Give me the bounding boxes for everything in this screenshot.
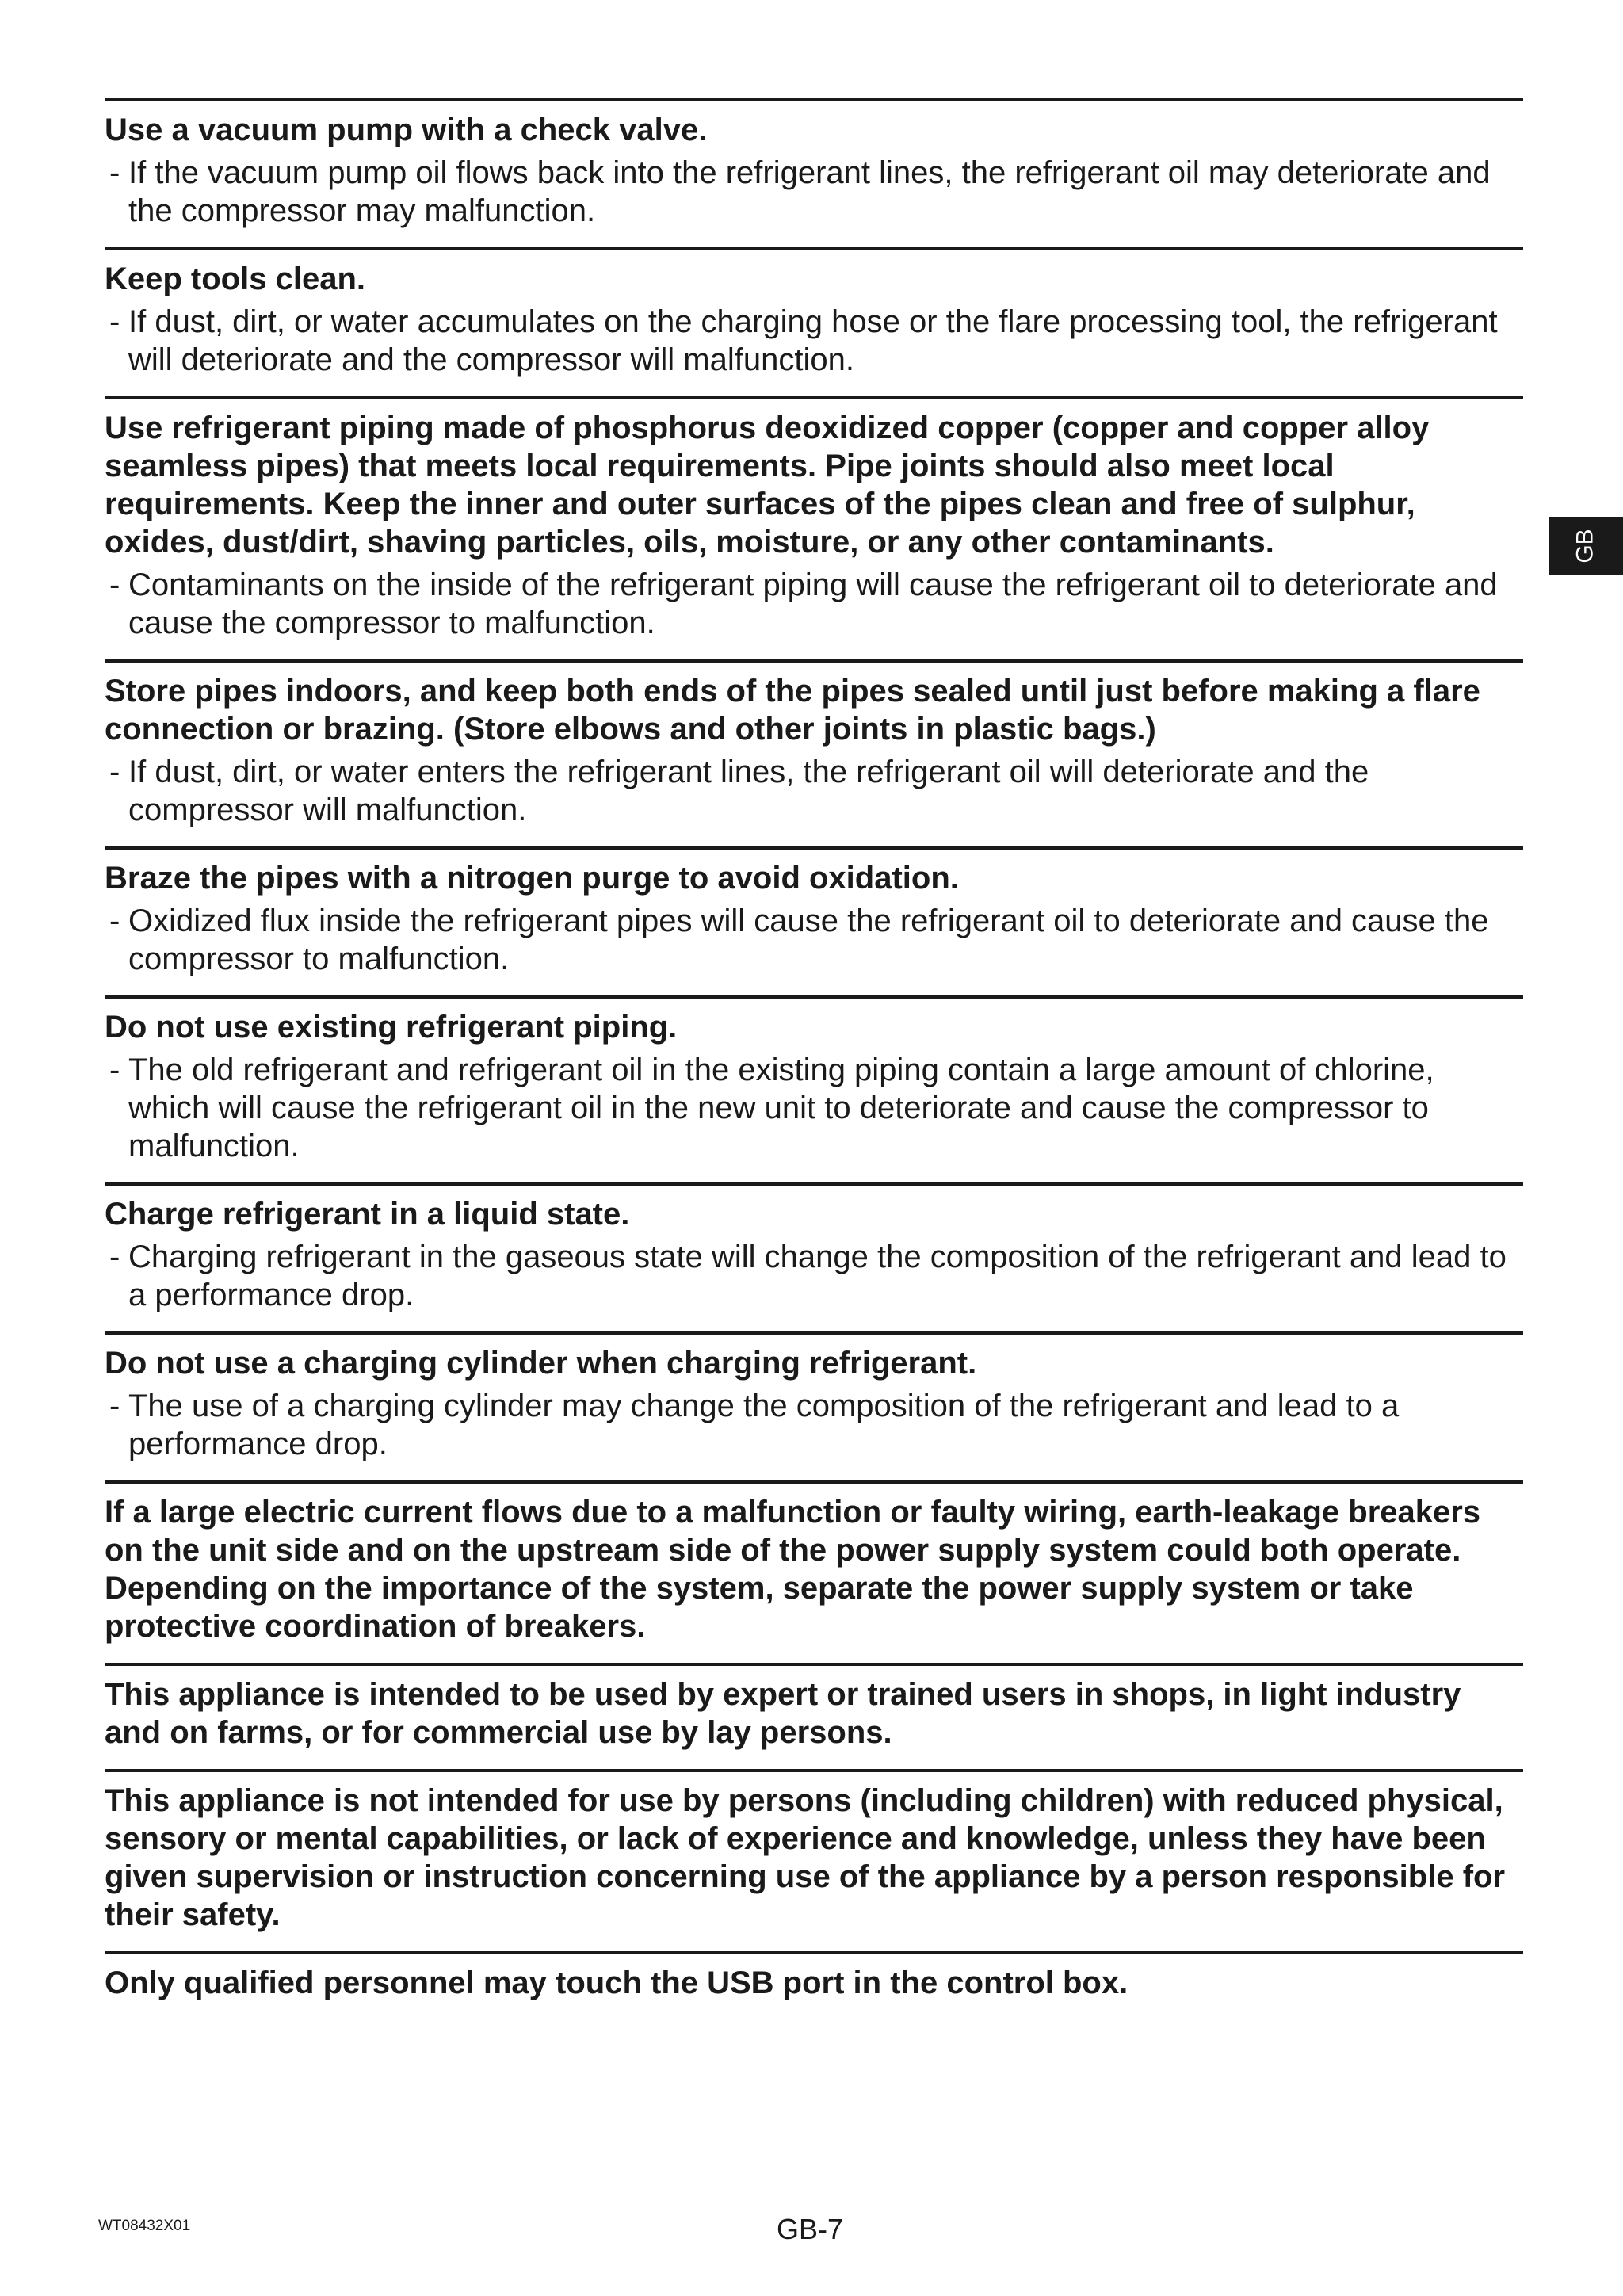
precaution-detail: - The old refrigerant and refrigerant oil in the existing piping contain a large amount of chlorine, which will cause the refrigerant oil in the new unit to deteriorate and cause the compressor to malfunction.: [109, 1052, 1434, 1163]
precaution-detail: - If dust, dirt, or water enters the refrigerant lines, the refrigerant oil will deteriorate and the compressor will malfunction.: [109, 755, 1369, 827]
precaution-detail-text: Charging refrigerant in the gaseous state will change the composition of the refrigerant and lead to a performance drop.: [128, 1240, 1507, 1312]
page-number: GB-7: [777, 2213, 844, 2245]
precaution-heading: This appliance is intended to be used by expert or trained users in shops, in light industry and on farms, or for commercial use by lay persons.: [105, 1677, 1461, 1750]
precaution-heading: This appliance is not intended for use by persons (including children) with reduced physical, sensory or mental capabilities, or lack of experience and knowledge, unless they have been given supervision or instruction concerning use of the appliance by a person responsible for their safety.: [105, 1783, 1506, 1932]
precaution-detail: - Oxidized flux inside the refrigerant pipes will cause the refrigerant oil to deteriorate and cause the compressor to malfunction.: [109, 904, 1489, 976]
precaution-heading: Keep tools clean.: [105, 262, 365, 296]
precaution-detail: - The use of a charging cylinder may change the composition of the refrigerant and lead to a performance drop.: [109, 1389, 1400, 1461]
precaution-detail: - Charging refrigerant in the gaseous state will change the composition of the refrigerant and lead to a performance drop.: [109, 1240, 1507, 1312]
precaution-detail-text: Oxidized flux inside the refrigerant pipes will cause the refrigerant oil to deteriorate and cause the compressor to malfunction.: [128, 904, 1489, 976]
precaution-detail-text: The use of a charging cylinder may change the composition of the refrigerant and lead to a performance drop.: [128, 1389, 1400, 1461]
precaution-heading: Use refrigerant piping made of phosphorus deoxidized copper (copper and copper alloy seamless pipes) that meets local requirements. Pipe joints should also meet local requirements. Keep the inner and outer surfaces of the pipes clean and free of sulphur, oxides, dust/dirt, shaving particles, oils, moisture, or any other contaminants.: [105, 411, 1430, 560]
precaution-detail: - If the vacuum pump oil flows back into the refrigerant lines, the refrigerant oil may deteriorate and the compressor may malfunction.: [109, 155, 1491, 228]
precaution-section: [105, 1331, 1523, 1480]
precaution-detail-text: If the vacuum pump oil flows back into the refrigerant lines, the refrigerant oil may deteriorate and the compressor may malfunction.: [128, 155, 1491, 228]
precaution-heading: Do not use a charging cylinder when charging refrigerant.: [105, 1346, 977, 1381]
precaution-section: [105, 396, 1523, 659]
precaution-heading: Only qualified personnel may touch the USB port in the control box.: [105, 1966, 1128, 2000]
precaution-heading: Use a vacuum pump with a check valve.: [105, 113, 708, 147]
precaution-section: [105, 846, 1523, 995]
precaution-section: [105, 995, 1523, 1182]
precaution-detail: - If dust, dirt, or water accumulates on the charging hose or the flare processing tool, the refrigerant will deteriorate and the compressor will malfunction.: [109, 304, 1498, 377]
precaution-heading: Do not use existing refrigerant piping.: [105, 1010, 678, 1045]
precaution-heading: If a large electric current flows due to a malfunction or faulty wiring, earth-leakage breakers on the unit side and on the upstream side of the power supply system could both operate. Depending on the importance of the system, separate the power supply system or take protective coordination of breakers.: [105, 1495, 1481, 1644]
precaution-section: [105, 1182, 1523, 1331]
precaution-detail-text: If dust, dirt, or water enters the refrigerant lines, the refrigerant oil will deteriorate and the compressor will malfunction.: [128, 755, 1369, 827]
precaution-section: [105, 1480, 1523, 1663]
safety-precautions-list: [105, 98, 1523, 2019]
precaution-heading: Braze the pipes with a nitrogen purge to avoid oxidation.: [105, 861, 959, 896]
language-tab: [1549, 517, 1623, 575]
precaution-section: [105, 98, 1523, 247]
precaution-section: [105, 1951, 1523, 2019]
precaution-detail-text: The old refrigerant and refrigerant oil in the existing piping contain a large amount of chlorine, which will cause the refrigerant oil in the new unit to deteriorate and cause the compressor to malfunction.: [128, 1052, 1434, 1163]
language-tab-label: GB: [1571, 529, 1598, 563]
precaution-section: [105, 659, 1523, 846]
precaution-section: [105, 1663, 1523, 1769]
precaution-detail-text: If dust, dirt, or water accumulates on the charging hose or the flare processing tool, the refrigerant will deteriorate and the compressor will malfunction.: [128, 304, 1498, 377]
precaution-section: [105, 1769, 1523, 1951]
precaution-heading: Charge refrigerant in a liquid state.: [105, 1197, 630, 1232]
precaution-detail: - Contaminants on the inside of the refrigerant piping will cause the refrigerant oil to deteriorate and cause the compressor to malfunction.: [109, 567, 1498, 640]
precaution-heading: Store pipes indoors, and keep both ends of the pipes sealed until just before making a flare connection or brazing. (Store elbows and other joints in plastic bags.): [105, 674, 1480, 747]
precaution-detail-text: Contaminants on the inside of the refrigerant piping will cause the refrigerant oil to deteriorate and cause the compressor to malfunction.: [128, 567, 1498, 640]
document-code: WT08432X01: [98, 2218, 191, 2234]
precaution-section: [105, 247, 1523, 396]
